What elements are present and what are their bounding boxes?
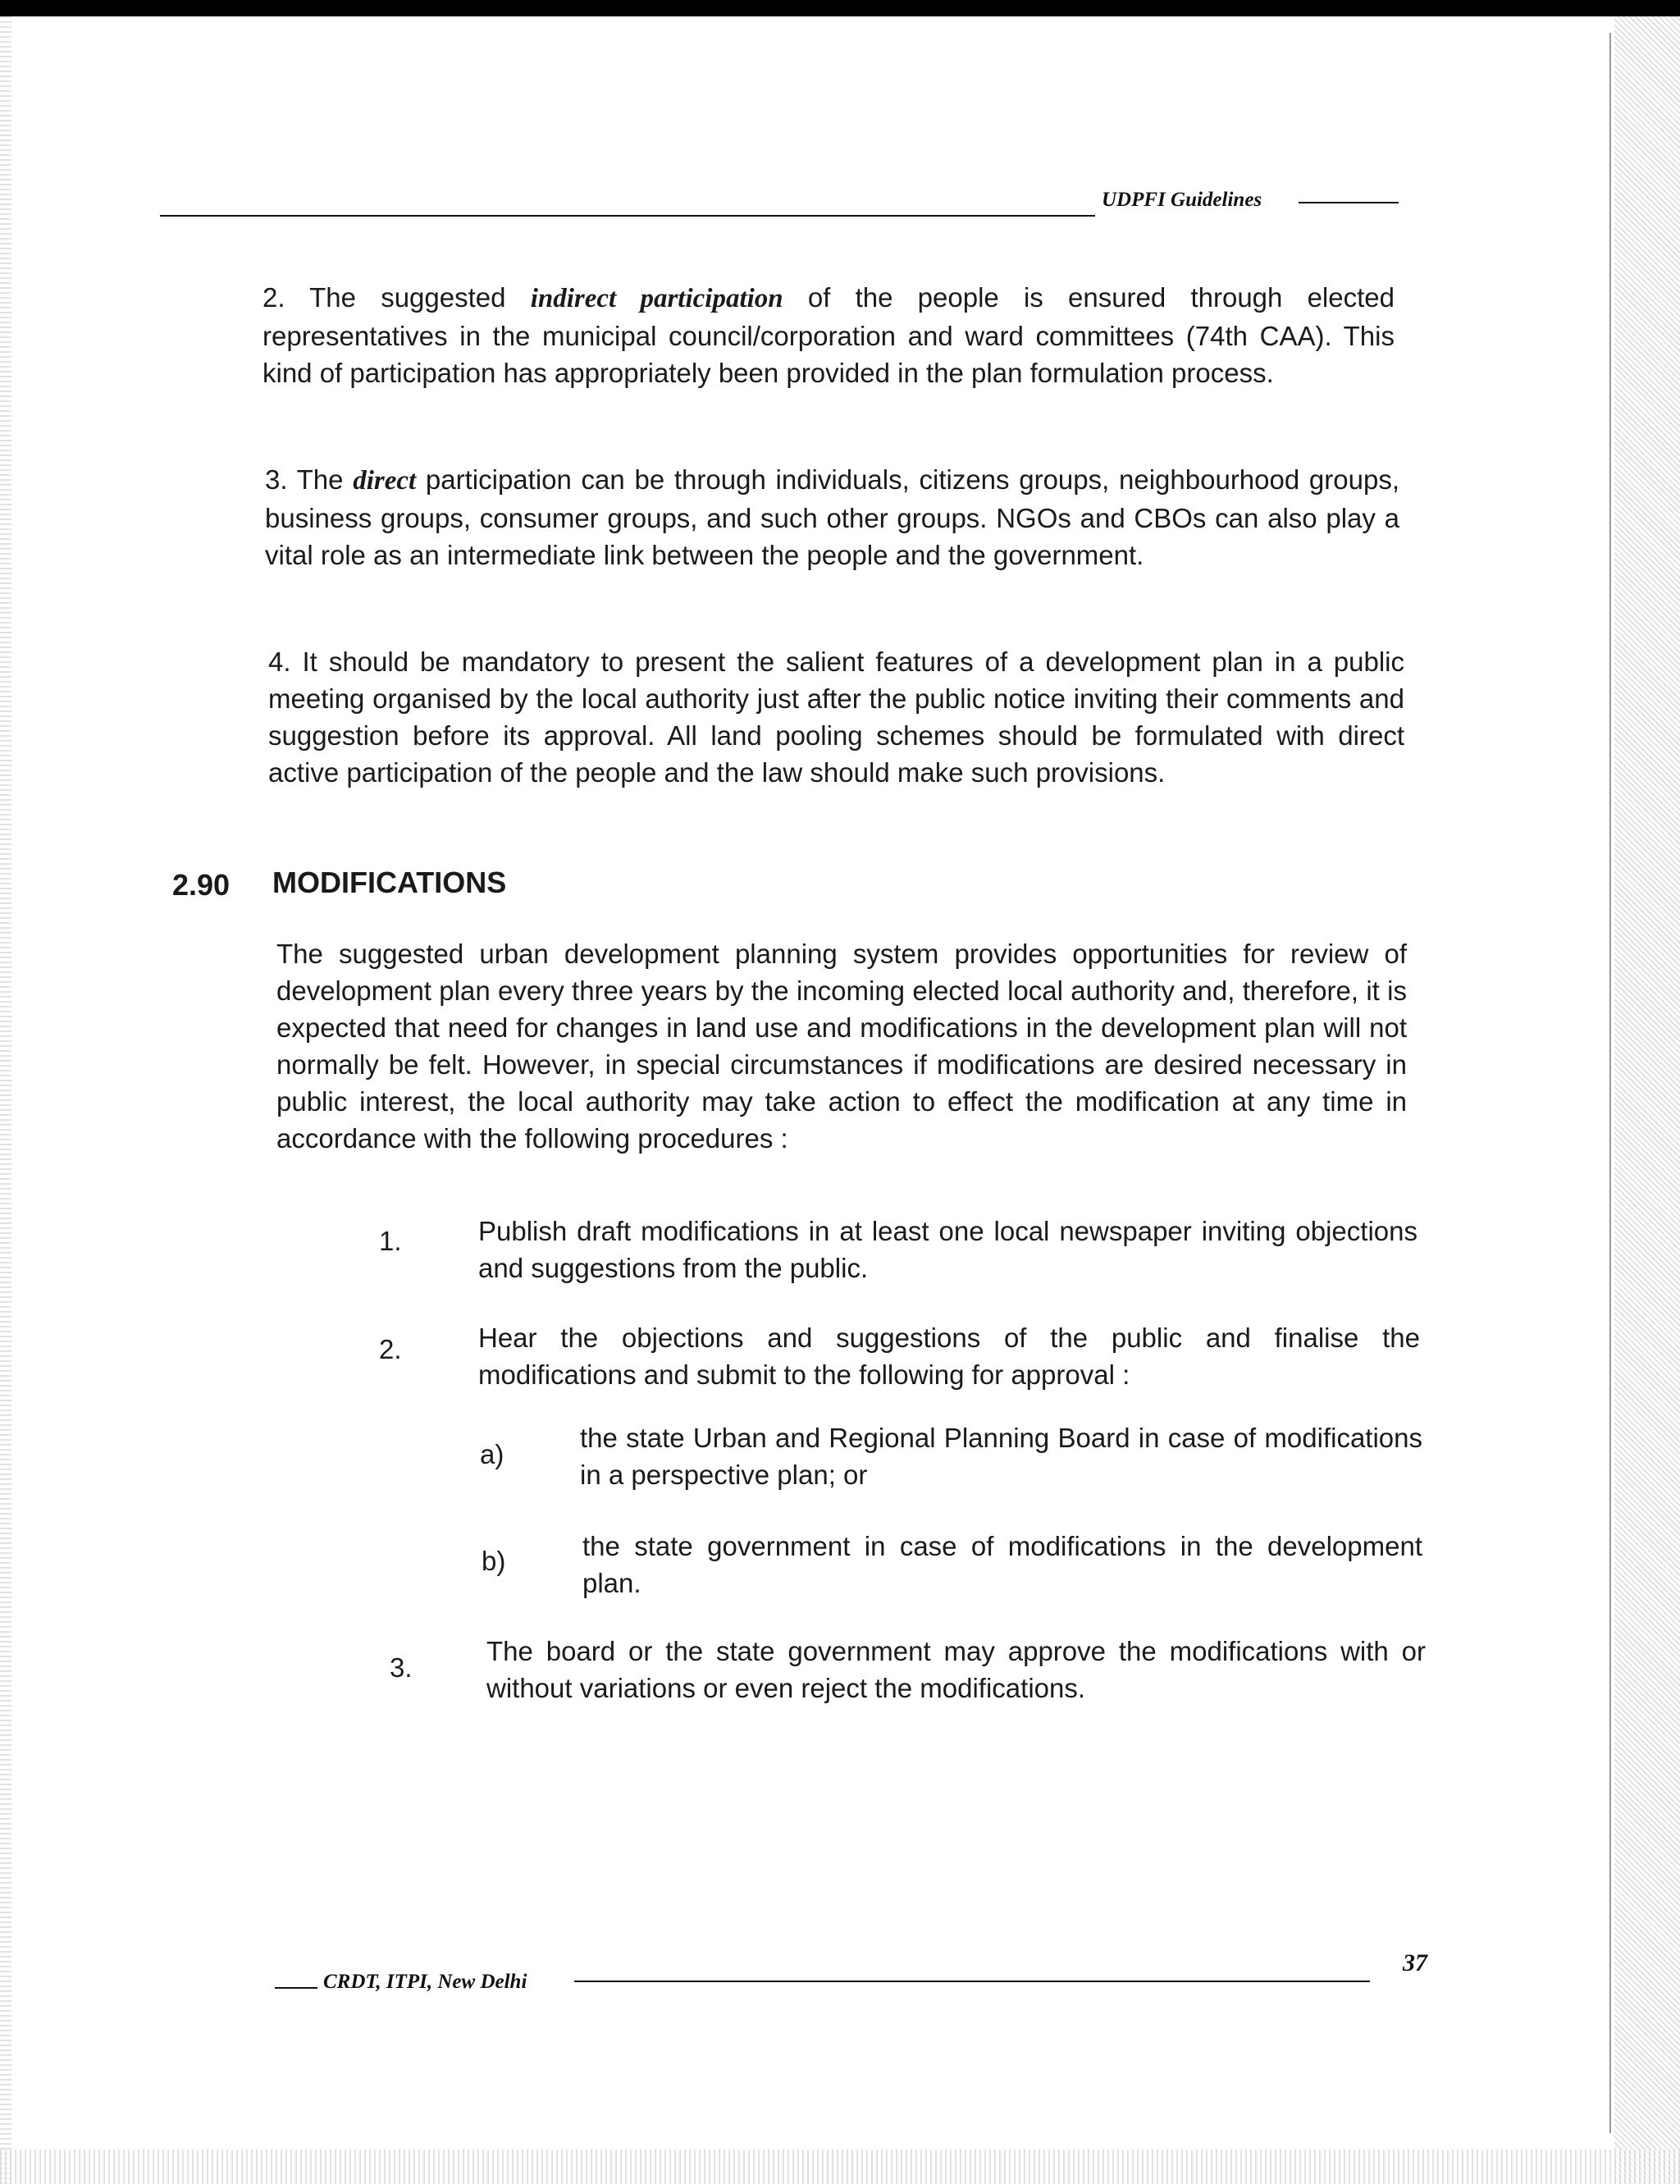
running-header-title: UDPFI Guidelines bbox=[1102, 189, 1262, 211]
page-number: 37 bbox=[1403, 1949, 1427, 1976]
running-footer-title: CRDT, ITPI, New Delhi bbox=[323, 1971, 527, 1993]
paragraph-direct-participation bbox=[265, 461, 1399, 573]
list-number: 3. bbox=[390, 1652, 413, 1683]
sublist-item-text: the state government in case of modifications in the development plan. bbox=[582, 1531, 1422, 1598]
paragraph-rest: of the people is ensured through elected representatives in the municipal council/corporation and ward committees (74th CAA). This kind of participation has appropriately been provided in the plan formulation process. bbox=[262, 282, 1395, 388]
list-item-text: Publish draft modifications in at least one local newspaper inviting objections and suggestions from the public. bbox=[478, 1216, 1418, 1283]
list-item-text: The board or the state government may approve the modifications with or without variations or even reject the modifications. bbox=[486, 1636, 1426, 1703]
sublist-letter: a) bbox=[480, 1439, 504, 1469]
header-rule-tail bbox=[1299, 202, 1399, 203]
section-title: MODIFICATIONS bbox=[272, 866, 507, 899]
paragraph-public-meeting: 4. It should be mandatory to present the salient features of a development plan in a public meeting organised by the local authority just after the public notice inviting their comments and suggestion before its approval. All land pooling schemes should be formulated with direct active participation of the people and the law should make such provisions. bbox=[268, 647, 1404, 788]
paragraph-prefix: 2. The suggested bbox=[262, 282, 531, 313]
section-intro-paragraph: The suggested urban development planning system provides opportunities for review of development plan every three years by the incoming elected local authority and, therefore, it is expected that need for changes in land use and modifications in the development plan will not normally be felt. However, in special circumstances if modifications are desired necessary in public interest, the local authority may take action to effect the modification at any time in accordance with the following procedures : bbox=[276, 939, 1407, 1154]
list-number: 1. bbox=[379, 1226, 402, 1256]
paragraph-rest: participation can be through individuals, citizens groups, neighbourhood groups, business groups, consumer groups, and such other groups. NGOs and CBOs can also play a vital role as an intermediate link between the people and the government. bbox=[265, 464, 1399, 570]
emphasis-direct: direct bbox=[353, 466, 417, 496]
emphasis-indirect-participation: indirect participation bbox=[530, 284, 783, 313]
scan-bottom-edge bbox=[0, 2150, 1680, 2184]
footer-rule-lead bbox=[275, 1987, 317, 1989]
scan-left-edge bbox=[0, 16, 11, 2184]
scan-top-border bbox=[0, 0, 1680, 16]
list-number: 2. bbox=[379, 1334, 402, 1364]
paragraph-prefix: 3. The bbox=[265, 464, 354, 495]
list-item-text: Hear the objections and suggestions of the public and finalise the modifications and submit to the following for approval : bbox=[478, 1323, 1420, 1390]
paragraph-indirect-participation bbox=[262, 279, 1395, 391]
scan-right-edge bbox=[1614, 16, 1680, 2184]
sublist-letter: b) bbox=[482, 1546, 506, 1576]
footer-rule bbox=[574, 1981, 1370, 1982]
section-number: 2.90 bbox=[172, 868, 231, 902]
header-rule bbox=[160, 215, 1095, 217]
page-edge-line bbox=[1609, 33, 1611, 2133]
sublist-item-text: the state Urban and Regional Planning Board in case of modifications in a perspective plan; or bbox=[580, 1423, 1422, 1490]
